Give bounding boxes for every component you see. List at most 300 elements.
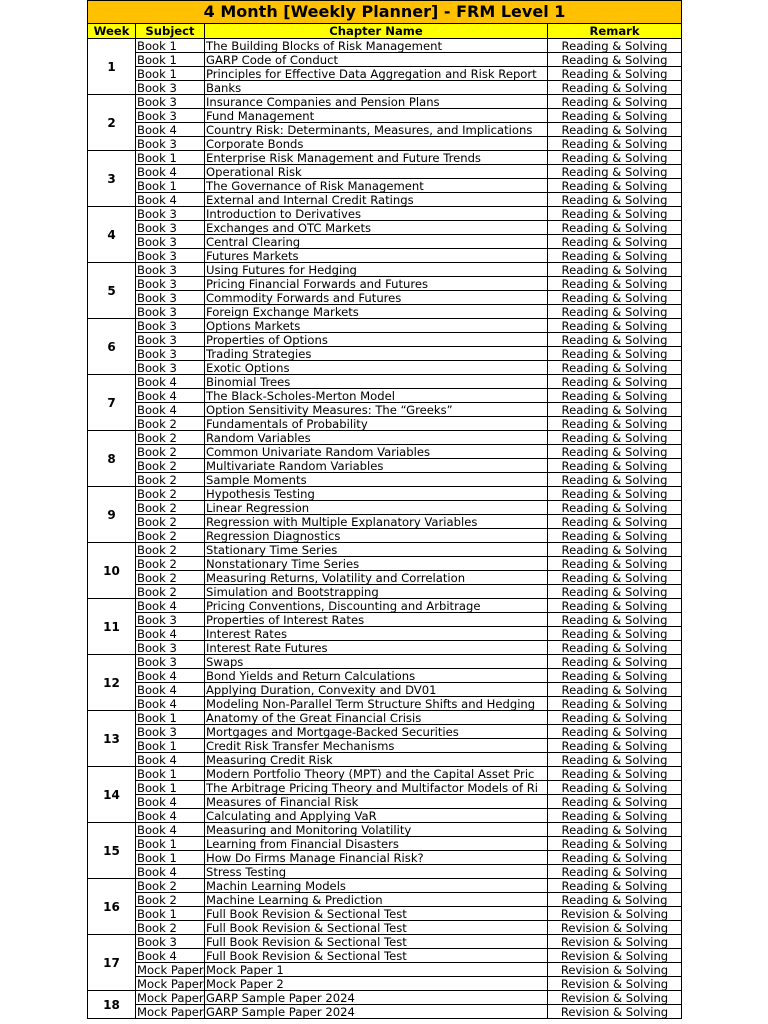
chapter-name-cell: Regression Diagnostics [205, 529, 548, 543]
table-row [88, 361, 682, 375]
subject-cell: Book 3 [136, 235, 205, 249]
remark-cell: Reading & Solving [548, 669, 682, 683]
subject-cell: Book 4 [136, 683, 205, 697]
subject-cell: Book 3 [136, 95, 205, 109]
chapter-name-cell: Options Markets [205, 319, 548, 333]
table-row [88, 1005, 682, 1019]
week-number: 4 [88, 207, 136, 263]
subject-cell: Book 3 [136, 935, 205, 949]
subject-cell: Book 1 [136, 739, 205, 753]
table-row [88, 67, 682, 81]
chapter-name-cell: Anatomy of the Great Financial Crisis [205, 711, 548, 725]
subject-cell: Book 1 [136, 851, 205, 865]
remark-cell: Reading & Solving [548, 879, 682, 893]
chapter-name-cell: Machin Learning Models [205, 879, 548, 893]
chapter-name-cell: Measuring and Monitoring Volatility [205, 823, 548, 837]
chapter-column-header: Chapter Name [205, 24, 548, 39]
remark-cell: Reading & Solving [548, 487, 682, 501]
subject-cell: Book 3 [136, 109, 205, 123]
remark-cell: Revision & Solving [548, 963, 682, 977]
table-row [88, 249, 682, 263]
subject-cell: Book 4 [136, 753, 205, 767]
table-row [88, 921, 682, 935]
chapter-name-cell: Option Sensitivity Measures: The “Greeks” [205, 403, 548, 417]
table-row [88, 403, 682, 417]
remark-cell: Reading & Solving [548, 389, 682, 403]
table-row [88, 193, 682, 207]
chapter-name-cell: Random Variables [205, 431, 548, 445]
chapter-name-cell: The Arbitrage Pricing Theory and Multifactor Models of Ri [205, 781, 548, 795]
table-row [88, 837, 682, 851]
table-row [88, 333, 682, 347]
remark-cell: Reading & Solving [548, 767, 682, 781]
remark-cell: Reading & Solving [548, 123, 682, 137]
subject-cell: Book 4 [136, 809, 205, 823]
remark-cell: Reading & Solving [548, 515, 682, 529]
subject-cell: Book 3 [136, 207, 205, 221]
table-row [88, 865, 682, 879]
table-row [88, 585, 682, 599]
table-row [88, 669, 682, 683]
remark-cell: Revision & Solving [548, 949, 682, 963]
table-row [88, 823, 682, 837]
week-number: 10 [88, 543, 136, 599]
chapter-name-cell: Measures of Financial Risk [205, 795, 548, 809]
chapter-name-cell: Regression with Multiple Explanatory Variables [205, 515, 548, 529]
week-number: 9 [88, 487, 136, 543]
subject-cell: Book 4 [136, 403, 205, 417]
table-row [88, 501, 682, 515]
remark-cell: Reading & Solving [548, 403, 682, 417]
chapter-name-cell: Mock Paper 2 [205, 977, 548, 991]
table-row [88, 739, 682, 753]
chapter-name-cell: Full Book Revision & Sectional Test [205, 949, 548, 963]
subject-cell: Book 1 [136, 179, 205, 193]
table-row [88, 291, 682, 305]
remark-cell: Reading & Solving [548, 529, 682, 543]
chapter-name-cell: Linear Regression [205, 501, 548, 515]
table-row [88, 753, 682, 767]
subject-cell: Book 2 [136, 431, 205, 445]
remark-cell: Reading & Solving [548, 837, 682, 851]
table-row [88, 277, 682, 291]
remark-cell: Reading & Solving [548, 165, 682, 179]
subject-cell: Book 2 [136, 585, 205, 599]
remark-cell: Reading & Solving [548, 67, 682, 81]
remark-cell: Reading & Solving [548, 711, 682, 725]
chapter-name-cell: Bond Yields and Return Calculations [205, 669, 548, 683]
remark-cell: Reading & Solving [548, 781, 682, 795]
subject-cell: Book 1 [136, 781, 205, 795]
subject-cell: Mock Paper [137, 962, 204, 977]
table-row [88, 389, 682, 403]
header-row [88, 24, 682, 39]
chapter-name-cell: Banks [205, 81, 548, 95]
subject-cell: Book 3 [136, 263, 205, 277]
chapter-name-cell: Full Book Revision & Sectional Test [205, 907, 548, 921]
table-row [88, 809, 682, 823]
subject-cell: Mock Paper [137, 990, 204, 1005]
table-row [88, 319, 682, 333]
table-row [88, 557, 682, 571]
week-number: 18 [88, 991, 136, 1019]
chapter-name-cell: Pricing Conventions, Discounting and Arbitrage [205, 599, 548, 613]
table-row [88, 697, 682, 711]
chapter-name-cell: Nonstationary Time Series [205, 557, 548, 571]
chapter-name-cell: Full Book Revision & Sectional Test [205, 921, 548, 935]
subject-cell: Book 3 [136, 347, 205, 361]
remark-cell: Reading & Solving [548, 571, 682, 585]
remark-cell: Reading & Solving [548, 193, 682, 207]
table-row [88, 375, 682, 389]
subject-cell: Book 4 [136, 123, 205, 137]
table-row [88, 207, 682, 221]
remark-cell: Reading & Solving [548, 697, 682, 711]
chapter-name-cell: Credit Risk Transfer Mechanisms [205, 739, 548, 753]
table-row [88, 613, 682, 627]
title-row [88, 1, 682, 24]
table-row [88, 893, 682, 907]
table-row [88, 445, 682, 459]
table-row [88, 851, 682, 865]
subject-cell: Book 1 [136, 151, 205, 165]
chapter-name-cell: Futures Markets [205, 249, 548, 263]
subject-cell: Book 4 [136, 389, 205, 403]
chapter-name-cell: Swaps [205, 655, 548, 669]
week-number: 13 [88, 711, 136, 767]
chapter-name-cell: GARP Sample Paper 2024 [205, 991, 548, 1005]
planner-body [88, 39, 682, 1019]
subject-cell: Book 3 [136, 221, 205, 235]
chapter-name-cell: Modeling Non-Parallel Term Structure Shifts and Hedging [205, 697, 548, 711]
table-row [88, 935, 682, 949]
subject-cell: Book 3 [136, 137, 205, 151]
remark-cell: Reading & Solving [548, 417, 682, 431]
subject-cell: Book 2 [136, 459, 205, 473]
table-row [88, 641, 682, 655]
chapter-name-cell: Trading Strategies [205, 347, 548, 361]
table-row [88, 459, 682, 473]
subject-cell: Book 4 [136, 823, 205, 837]
subject-cell: Book 3 [136, 613, 205, 627]
remark-cell: Reading & Solving [548, 865, 682, 879]
remark-cell: Reading & Solving [548, 375, 682, 389]
chapter-name-cell: Foreign Exchange Markets [205, 305, 548, 319]
remark-cell: Reading & Solving [548, 347, 682, 361]
chapter-name-cell: Multivariate Random Variables [205, 459, 548, 473]
table-row [88, 165, 682, 179]
remark-cell: Reading & Solving [548, 473, 682, 487]
subject-cell: Book 4 [136, 193, 205, 207]
week-number: 11 [88, 599, 136, 655]
table-row [88, 879, 682, 893]
subject-cell: Mock Paper [137, 976, 204, 991]
subject-cell: Book 2 [136, 445, 205, 459]
chapter-name-cell: Calculating and Applying VaR [205, 809, 548, 823]
remark-cell: Reading & Solving [548, 613, 682, 627]
remark-cell: Reading & Solving [548, 249, 682, 263]
remark-cell: Revision & Solving [548, 977, 682, 991]
remark-cell: Revision & Solving [548, 1005, 682, 1019]
week-column-header: Week [88, 24, 136, 39]
chapter-name-cell: GARP Sample Paper 2024 [205, 1005, 548, 1019]
remark-cell: Reading & Solving [548, 851, 682, 865]
remark-cell: Reading & Solving [548, 81, 682, 95]
remark-cell: Reading & Solving [548, 305, 682, 319]
remark-cell: Reading & Solving [548, 277, 682, 291]
planner-title: 4 Month [Weekly Planner] - FRM Level 1 [88, 1, 682, 24]
week-number: 14 [88, 767, 136, 823]
remark-cell: Reading & Solving [548, 655, 682, 669]
subject-cell: Book 3 [136, 725, 205, 739]
table-row [88, 711, 682, 725]
subject-cell: Book 1 [136, 837, 205, 851]
subject-cell: Book 3 [136, 291, 205, 305]
remark-cell: Reading & Solving [548, 795, 682, 809]
table-row [88, 347, 682, 361]
remark-cell: Reading & Solving [548, 221, 682, 235]
remark-cell: Reading & Solving [548, 725, 682, 739]
chapter-name-cell: External and Internal Credit Ratings [205, 193, 548, 207]
chapter-name-cell: Stress Testing [205, 865, 548, 879]
chapter-name-cell: Mortgages and Mortgage-Backed Securities [205, 725, 548, 739]
chapter-name-cell: Applying Duration, Convexity and DV01 [205, 683, 548, 697]
subject-cell: Book 4 [136, 949, 205, 963]
remark-cell: Reading & Solving [548, 291, 682, 305]
subject-cell: Book 1 [136, 767, 205, 781]
table-row [88, 907, 682, 921]
subject-cell: Book 3 [136, 361, 205, 375]
subject-cell: Book 2 [136, 557, 205, 571]
remark-cell: Revision & Solving [548, 935, 682, 949]
remark-cell: Reading & Solving [548, 137, 682, 151]
subject-cell: Book 4 [136, 375, 205, 389]
chapter-name-cell: Country Risk: Determinants, Measures, and Implications [205, 123, 548, 137]
table-row [88, 417, 682, 431]
remark-cell: Reading & Solving [548, 319, 682, 333]
subject-cell: Book 2 [136, 543, 205, 557]
remark-cell: Reading & Solving [548, 753, 682, 767]
subject-cell: Book 1 [136, 39, 205, 53]
chapter-name-cell: Mock Paper 1 [205, 963, 548, 977]
table-row [88, 543, 682, 557]
week-number: 17 [88, 935, 136, 991]
subject-column-header: Subject [136, 24, 205, 39]
subject-cell: Book 2 [136, 571, 205, 585]
remark-cell: Reading & Solving [548, 333, 682, 347]
subject-cell: Book 2 [136, 487, 205, 501]
table-row [88, 39, 682, 53]
subject-cell: Book 3 [136, 249, 205, 263]
remark-cell: Reading & Solving [548, 823, 682, 837]
chapter-name-cell: Hypothesis Testing [205, 487, 548, 501]
remark-cell: Reading & Solving [548, 445, 682, 459]
chapter-name-cell: Exchanges and OTC Markets [205, 221, 548, 235]
subject-cell: Book 4 [136, 627, 205, 641]
chapter-name-cell: Introduction to Derivatives [205, 207, 548, 221]
subject-cell: Book 3 [136, 641, 205, 655]
week-number: 16 [88, 879, 136, 935]
chapter-name-cell: Full Book Revision & Sectional Test [205, 935, 548, 949]
table-row [88, 571, 682, 585]
remark-cell: Reading & Solving [548, 207, 682, 221]
remark-cell: Reading & Solving [548, 641, 682, 655]
chapter-name-cell: Properties of Interest Rates [205, 613, 548, 627]
subject-cell: Book 2 [136, 879, 205, 893]
subject-cell: Book 4 [136, 669, 205, 683]
subject-cell: Book 4 [136, 795, 205, 809]
chapter-name-cell: Measuring Returns, Volatility and Correlation [205, 571, 548, 585]
table-row [88, 431, 682, 445]
subject-cell: Book 3 [136, 333, 205, 347]
table-row [88, 529, 682, 543]
week-number: 15 [88, 823, 136, 879]
subject-cell: Book 2 [136, 515, 205, 529]
week-number: 8 [88, 431, 136, 487]
remark-cell: Reading & Solving [548, 361, 682, 375]
table-row [88, 81, 682, 95]
chapter-name-cell: Properties of Options [205, 333, 548, 347]
chapter-name-cell: Modern Portfolio Theory (MPT) and the Capital Asset Pric [205, 767, 548, 781]
subject-cell: Book 2 [136, 529, 205, 543]
chapter-name-cell: The Governance of Risk Management [205, 179, 548, 193]
table-row [88, 95, 682, 109]
remark-cell: Revision & Solving [548, 907, 682, 921]
chapter-name-cell: Common Univariate Random Variables [205, 445, 548, 459]
subject-cell: Book 3 [136, 277, 205, 291]
subject-cell: Book 4 [136, 599, 205, 613]
chapter-name-cell: Interest Rate Futures [205, 641, 548, 655]
chapter-name-cell: Measuring Credit Risk [205, 753, 548, 767]
week-number: 12 [88, 655, 136, 711]
table-row [88, 599, 682, 613]
subject-cell: Book 1 [136, 711, 205, 725]
remark-cell: Reading & Solving [548, 585, 682, 599]
subject-cell: Book 2 [136, 893, 205, 907]
remark-cell: Revision & Solving [548, 991, 682, 1005]
chapter-name-cell: Sample Moments [205, 473, 548, 487]
remark-cell: Reading & Solving [548, 459, 682, 473]
chapter-name-cell: Using Futures for Hedging [205, 263, 548, 277]
table-row [88, 487, 682, 501]
table-row [88, 725, 682, 739]
subject-cell: Book 3 [136, 81, 205, 95]
subject-cell: Book 2 [136, 921, 205, 935]
remark-cell: Reading & Solving [548, 893, 682, 907]
table-row [88, 109, 682, 123]
chapter-name-cell: Exotic Options [205, 361, 548, 375]
subject-cell: Mock Paper [137, 1004, 204, 1019]
remark-cell: Reading & Solving [548, 179, 682, 193]
chapter-name-cell: Pricing Financial Forwards and Futures [205, 277, 548, 291]
week-number: 3 [88, 151, 136, 207]
chapter-name-cell: Binomial Trees [205, 375, 548, 389]
table-row [88, 235, 682, 249]
remark-cell: Reading & Solving [548, 809, 682, 823]
remark-cell: Reading & Solving [548, 235, 682, 249]
chapter-name-cell: The Black-Scholes-Merton Model [205, 389, 548, 403]
subject-cell: Book 4 [136, 865, 205, 879]
week-number: 6 [88, 319, 136, 375]
subject-cell: Book 2 [136, 417, 205, 431]
table-row [88, 137, 682, 151]
table-row [88, 795, 682, 809]
remark-cell: Reading & Solving [548, 39, 682, 53]
remark-cell: Reading & Solving [548, 109, 682, 123]
chapter-name-cell: Learning from Financial Disasters [205, 837, 548, 851]
subject-cell: Book 3 [136, 305, 205, 319]
table-row [88, 263, 682, 277]
subject-cell: Book 4 [136, 697, 205, 711]
weekly-planner-table [87, 0, 682, 1019]
remark-cell: Reading & Solving [548, 627, 682, 641]
subject-cell: Book 1 [136, 907, 205, 921]
chapter-name-cell: Fundamentals of Probability [205, 417, 548, 431]
subject-cell: Book 1 [136, 53, 205, 67]
remark-cell: Reading & Solving [548, 501, 682, 515]
chapter-name-cell: Simulation and Bootstrapping [205, 585, 548, 599]
table-row [88, 991, 682, 1005]
table-row [88, 179, 682, 193]
chapter-name-cell: Fund Management [205, 109, 548, 123]
chapter-name-cell: GARP Code of Conduct [205, 53, 548, 67]
table-row [88, 977, 682, 991]
table-row [88, 515, 682, 529]
chapter-name-cell: Machine Learning & Prediction [205, 893, 548, 907]
chapter-name-cell: Stationary Time Series [205, 543, 548, 557]
table-row [88, 781, 682, 795]
table-row [88, 305, 682, 319]
chapter-name-cell: Corporate Bonds [205, 137, 548, 151]
remark-cell: Reading & Solving [548, 599, 682, 613]
table-row [88, 53, 682, 67]
subject-cell: Book 3 [136, 655, 205, 669]
table-row [88, 473, 682, 487]
remark-cell: Reading & Solving [548, 739, 682, 753]
remark-cell: Reading & Solving [548, 557, 682, 571]
table-row [88, 151, 682, 165]
table-row [88, 221, 682, 235]
remark-cell: Revision & Solving [548, 921, 682, 935]
subject-cell: Book 3 [136, 319, 205, 333]
chapter-name-cell: Central Clearing [205, 235, 548, 249]
subject-cell: Book 2 [136, 473, 205, 487]
table-row [88, 767, 682, 781]
chapter-name-cell: Principles for Effective Data Aggregation and Risk Report [205, 67, 548, 81]
remark-cell: Reading & Solving [548, 683, 682, 697]
remark-column-header: Remark [548, 24, 682, 39]
subject-cell: Book 4 [136, 165, 205, 179]
table-row [88, 949, 682, 963]
table-row [88, 683, 682, 697]
subject-cell: Book 1 [136, 67, 205, 81]
week-number: 7 [88, 375, 136, 431]
remark-cell: Reading & Solving [548, 95, 682, 109]
table-row [88, 963, 682, 977]
remark-cell: Reading & Solving [548, 151, 682, 165]
chapter-name-cell: How Do Firms Manage Financial Risk? [205, 851, 548, 865]
table-row [88, 123, 682, 137]
table-row [88, 655, 682, 669]
table-row [88, 627, 682, 641]
week-number: 1 [88, 39, 136, 95]
remark-cell: Reading & Solving [548, 543, 682, 557]
remark-cell: Reading & Solving [548, 431, 682, 445]
remark-cell: Reading & Solving [548, 53, 682, 67]
week-number: 5 [88, 263, 136, 319]
chapter-name-cell: Insurance Companies and Pension Plans [205, 95, 548, 109]
chapter-name-cell: Operational Risk [205, 165, 548, 179]
